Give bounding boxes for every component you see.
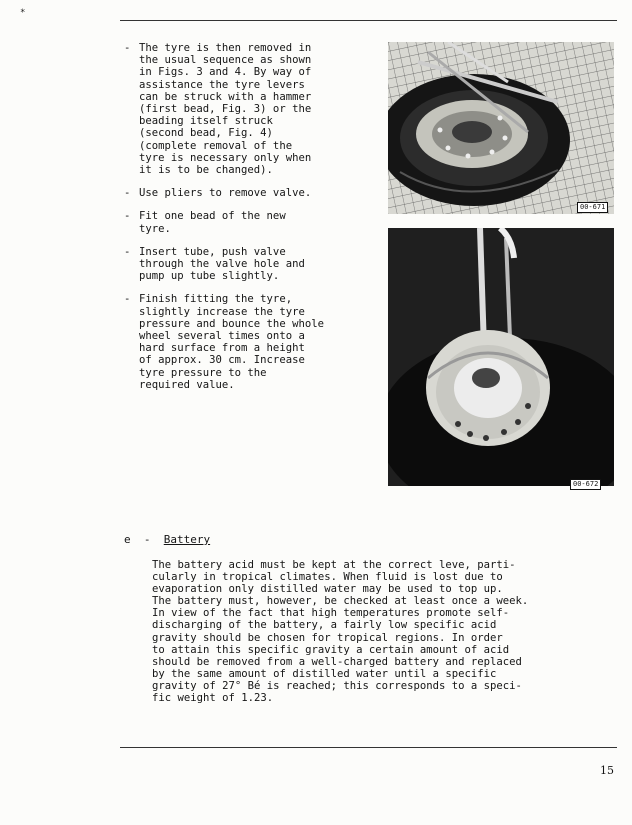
figure-tyre-removal-photo [388,42,614,214]
instruction-list [124,42,364,402]
list-item: - The tyre is then removed in the usual sequence as shown in Figs. 3 and 4. By way of assistance the tyre levers can be struck with a hammer (first bead, Fig. 3) or the beading itself struck (second bead, Fig. 4) (complete removal of the tyre is necessary only when it is to be changed). [124,42,312,177]
list-item-text: Insert tube, push valve through the valve hole and pump up tube slightly. [139,245,305,283]
section-title: Battery [163,533,211,546]
section-heading [124,533,210,546]
bottom-rule [120,747,617,748]
list-item-text: Use pliers to remove valve. [139,187,312,200]
list-item-text: The tyre is then removed in the usual sequence as shown in Figs. 3 and 4. By way of assistance the tyre levers can be struck with a hammer (first bead, Fig. 3) or the beading itself struck (second bead, Fig. 4) (complete removal of the tyre is necessary only when it is to be changed). [139,42,312,177]
figure-code-2: 00-672 [570,479,601,490]
margin-mark: * [20,8,26,18]
list-item: - Fit one bead of the new tyre. [124,210,286,235]
section-prefix: e - [124,533,164,546]
page-number: 15 [600,764,614,777]
battery-paragraph: The battery acid must be kept at the correct leve, parti- cularly in tropical climates. When fluid is lost due to evaporation only distilled water may be used to top up. The battery must, however, be checked at least once a week. In view of the fact that high temperatures promote self- discharging of the battery, a fairly low specific acid gravity should be chosen for tropical regions. In order to attain this specific gravity a certain amount of acid should be removed from a well-charged battery and replaced by the same amount of distilled water until a specific gravity of 27° Bé is reached; this corresponds to a speci- fic weight of 1.23. [152,559,529,705]
list-item: - Insert tube, push valve through the valve hole and pump up tube slightly. [124,245,305,283]
figure-code-1: 00-671 [577,202,608,213]
top-rule [120,20,617,21]
list-item: - Use pliers to remove valve. [124,187,312,200]
figure-wheel-bounce-photo [388,228,614,486]
list-item: - Finish fitting the tyre, slightly increase the tyre pressure and bounce the whole wheel several times onto a hard surface from a height of approx. 30 cm. Increase tyre pressure to the required value. [124,293,324,391]
list-item-text: Fit one bead of the new tyre. [139,210,286,235]
list-item-text: Finish fitting the tyre, slightly increase the tyre pressure and bounce the whole wheel several times onto a hard surface from a height of approx. 30 cm. Increase tyre pressure to the required value. [139,293,324,391]
